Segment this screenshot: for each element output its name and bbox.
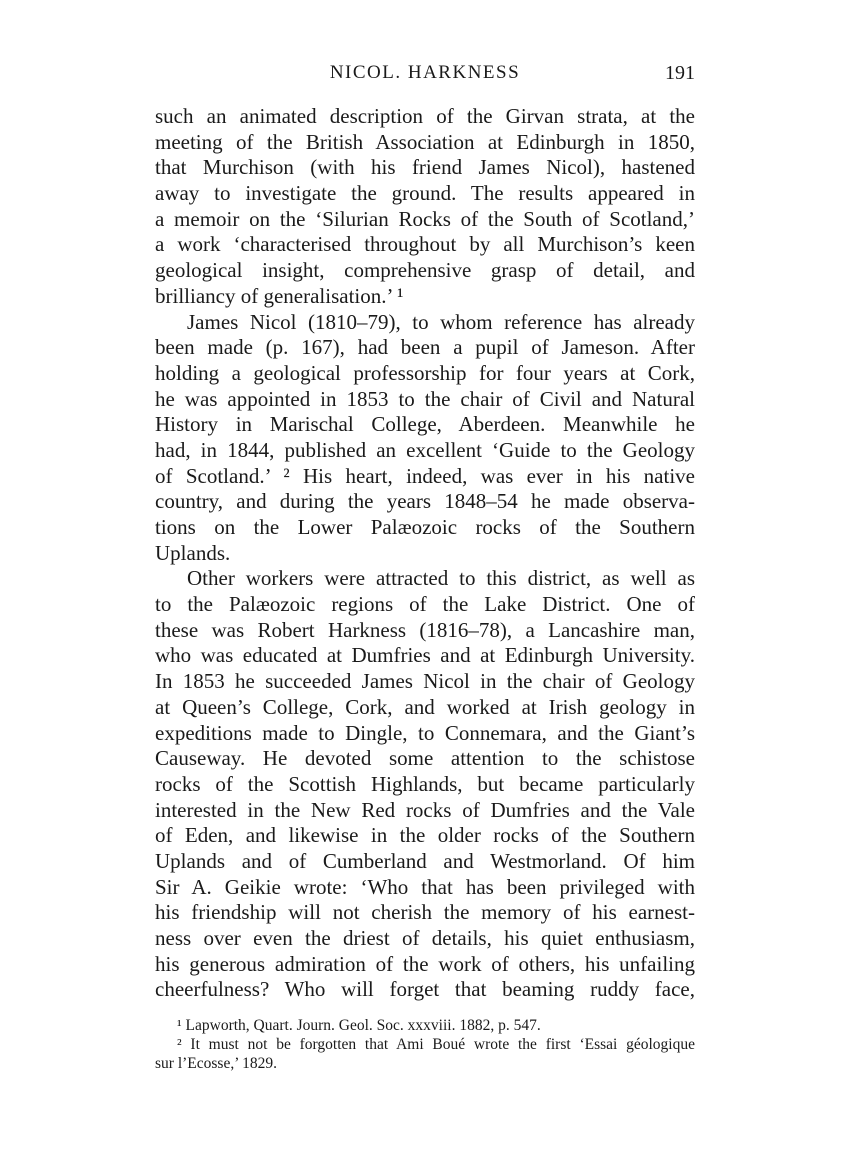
text-line: country, and during the years 1848–54 he made observa-: [155, 489, 695, 514]
running-head: [155, 62, 695, 86]
footnotes: [155, 1016, 695, 1073]
text-line: of Scotland.’ ² His heart, indeed, was ever in his native: [155, 463, 695, 488]
running-title: NICOL. HARKNESS: [329, 62, 521, 83]
text-line: rocks of the Scottish Highlands, but became particularly: [155, 771, 695, 796]
text-line: geological insight, comprehensive grasp of detail, and: [155, 258, 695, 283]
text-line: these was Robert Harkness (1816–78), a Lancashire man,: [155, 617, 695, 642]
text-line: a work ‘characterised throughout by all Murchison’s keen: [155, 232, 695, 257]
text-line: meeting of the British Association at Edinburgh in 1850,: [155, 129, 695, 154]
page-number: 191: [665, 62, 695, 84]
text-line: a memoir on the ‘Silurian Rocks of the South of Scotland,’: [155, 206, 695, 231]
text-line: who was educated at Dumfries and at Edinburgh University.: [155, 643, 695, 668]
text-line: interested in the New Red rocks of Dumfries and the Vale: [155, 797, 695, 822]
text-line: ness over even the driest of details, his quiet enthusiasm,: [155, 926, 695, 950]
text-line: expeditions made to Dingle, to Connemara, and the Giant’s: [155, 720, 695, 745]
text-line: cheerfulness? Who will forget that beaming ruddy face,: [155, 977, 695, 1002]
footnote-line: ¹ Lapworth, Quart. Journ. Geol. Soc. xxxviii. 1882, p. 547.: [177, 1017, 541, 1034]
text-line: been made (p. 167), had been a pupil of Jameson. After: [155, 335, 695, 360]
text-line: James Nicol (1810–79), to whom reference has already: [187, 309, 695, 334]
text-line: his generous admiration of the work of others, his unfailing: [155, 951, 695, 976]
text-line: Uplands.: [155, 540, 231, 565]
text-line: Uplands and of Cumberland and Westmorland. Of him: [155, 848, 695, 873]
body-text: [155, 104, 695, 1003]
text-line: he was appointed in 1853 to the chair of Civil and Natural: [155, 386, 695, 411]
text-line: that Murchison (with his friend James Nicol), hastened: [155, 155, 695, 180]
text-line: brilliancy of generalisation.’ ¹: [155, 283, 404, 308]
text-line: to the Palæozoic regions of the Lake District. One of: [155, 592, 695, 617]
text-line: of Eden, and likewise in the older rocks of the Southern: [155, 823, 695, 848]
text-line: Causeway. He devoted some attention to the schistose: [155, 746, 695, 771]
text-line: had, in 1844, published an excellent ‘Guide to the Geology: [155, 437, 695, 462]
text-line: holding a geological professorship for four years at Cork,: [155, 360, 695, 385]
text-line: History in Marischal College, Aberdeen. Meanwhile he: [155, 412, 695, 437]
text-line: Sir A. Geikie wrote: ‘Who that has been privileged with: [155, 874, 695, 899]
text-line: tions on the Lower Palæozoic rocks of the Southern: [155, 515, 695, 539]
text-line: away to investigate the ground. The results appeared in: [155, 181, 695, 206]
footnote-line: sur l’Ecosse,’ 1829.: [155, 1055, 277, 1072]
text-line: In 1853 he succeeded James Nicol in the chair of Geology: [155, 669, 695, 694]
text-line: his friendship will not cherish the memory of his earnest-: [155, 900, 695, 925]
footnote-line: ² It must not be forgotten that Ami Boué wrote the first ‘Essai géologique: [177, 1036, 695, 1053]
text-line: at Queen’s College, Cork, and worked at Irish geology in: [155, 694, 695, 719]
text-line: such an animated description of the Girvan strata, at the: [155, 104, 695, 128]
text-line: Other workers were attracted to this district, as well as: [187, 566, 695, 591]
